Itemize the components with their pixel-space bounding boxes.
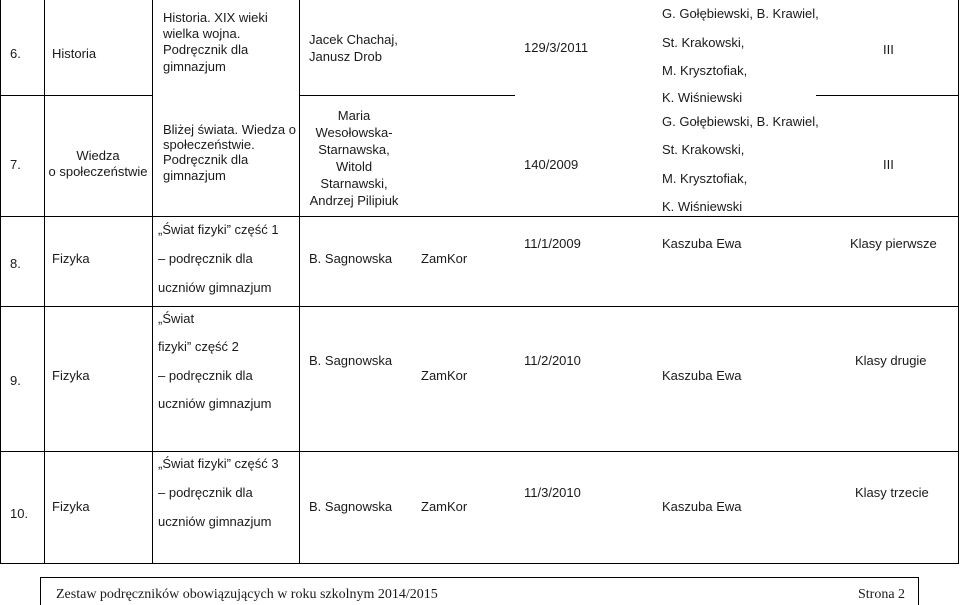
authors: B. Sagnowska [309, 251, 393, 266]
subject-line: Wiedza [76, 148, 120, 163]
subject: Fizyka [52, 251, 90, 266]
title-line: gimnazjum [163, 168, 226, 183]
title-line: Historia. XIX wieki [163, 10, 268, 25]
approval-number: 11/1/2009 [524, 236, 581, 251]
row-number: 9. [10, 373, 21, 388]
authors-line: Jacek Chachaj, [309, 32, 398, 47]
subject-line: o społeczeństwie [48, 164, 148, 179]
authors-line: Wesołowska- [315, 125, 393, 140]
approval-number: 129/3/2011 [524, 40, 589, 55]
row-number: 7. [10, 157, 21, 172]
teacher-line: G. Gołębiewski, B. Krawiel, [662, 6, 819, 21]
row-number: 10. [10, 506, 29, 521]
subject: Fizyka [52, 368, 90, 383]
publisher: ZamKor [421, 499, 468, 514]
classes: III [883, 42, 894, 57]
authors-line: Starnawski, [320, 176, 388, 191]
title-line: uczniów gimnazjum [158, 514, 272, 529]
title-line: „Świat fizyki” część 3 [158, 456, 279, 471]
approval-number: 140/2009 [524, 157, 579, 172]
title-line: uczniów gimnazjum [158, 280, 272, 295]
publisher: ZamKor [421, 251, 468, 266]
authors-line: Andrzej Pilipiuk [309, 193, 399, 208]
classes: Klasy pierwsze [850, 236, 937, 251]
teacher-line: K. Wiśniewski [662, 199, 743, 214]
teacher-line: K. Wiśniewski [662, 90, 743, 105]
teacher: Kaszuba Ewa [662, 499, 742, 514]
title-line: – podręcznik dla [158, 485, 253, 500]
title-line: – podręcznik dla [158, 368, 253, 383]
title-line: społeczeństwie. [163, 137, 255, 152]
authors-line: Maria [337, 108, 371, 123]
title-line: „Świat fizyki” część 1 [158, 222, 279, 237]
title-line: – podręcznik dla [158, 251, 253, 266]
subject: Fizyka [52, 499, 90, 514]
row-number: 8. [10, 256, 21, 271]
subject: Historia [52, 46, 97, 61]
footer-title: Zestaw podręczników obowiązujących w roku szkolnym 2014/2015 [56, 587, 438, 602]
approval-number: 11/2/2010 [524, 353, 581, 368]
title-line: wielka wojna. [163, 26, 241, 41]
title-line: gimnazjum [163, 59, 226, 74]
teacher: Kaszuba Ewa [662, 236, 742, 251]
approval-number: 11/3/2010 [524, 485, 581, 500]
title-line: fizyki” część 2 [158, 339, 239, 354]
teacher: Kaszuba Ewa [662, 368, 742, 383]
title-line: uczniów gimnazjum [158, 396, 272, 411]
authors-line: Witold [335, 159, 373, 174]
publisher: ZamKor [421, 368, 468, 383]
teacher-line: St. Krakowski, [662, 142, 745, 157]
page-number: Strona 2 [858, 587, 906, 602]
title-line: „Świat [158, 311, 195, 326]
title-line: Podręcznik dla [163, 42, 249, 57]
teacher-line: G. Gołębiewski, B. Krawiel, [662, 114, 819, 129]
teacher-line: M. Krysztofiak, [662, 63, 748, 78]
authors-line: Starnawska, [318, 142, 390, 157]
authors: B. Sagnowska [309, 499, 393, 514]
classes: Klasy drugie [855, 353, 927, 368]
teacher-line: St. Krakowski, [662, 35, 745, 50]
teacher-line: M. Krysztofiak, [662, 171, 748, 186]
authors-line: Janusz Drob [309, 49, 382, 64]
title-line: Bliżej świata. Wiedza o [163, 122, 296, 137]
row-number: 6. [10, 46, 21, 61]
title-line: Podręcznik dla [163, 152, 249, 167]
authors: B. Sagnowska [309, 353, 393, 368]
classes: Klasy trzecie [855, 485, 929, 500]
classes: III [883, 157, 894, 172]
